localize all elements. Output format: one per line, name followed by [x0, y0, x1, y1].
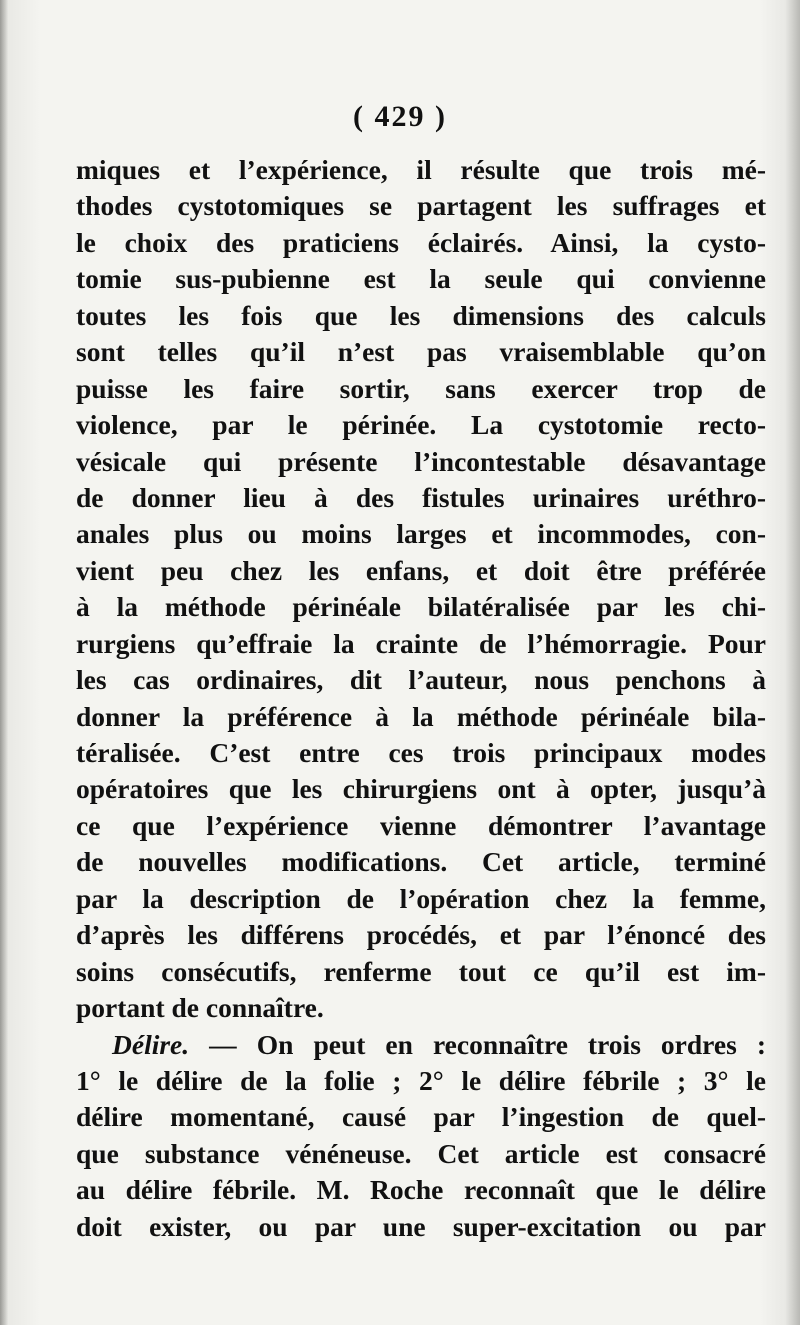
text-line: toutes les fois que les dimensions des calculs [76, 299, 766, 331]
text-line: 1° le délire de la folie ; 2° le délire fébrile ; 3° le [76, 1064, 766, 1096]
text-line: que substance vénéneuse. Cet article est consacré [76, 1137, 766, 1169]
page-right-edge [786, 0, 800, 1325]
text-line: miques et l’expérience, il résulte que trois mé- [76, 154, 766, 185]
text-line: rurgiens qu’effraie la crainte de l’hémorragie. Pour [76, 627, 766, 659]
page-left-edge [0, 0, 8, 1325]
body-text [76, 152, 766, 1245]
page-number: ( 429 ) [353, 100, 447, 133]
text-line: violence, par le périnée. La cystotomie recto- [76, 409, 766, 441]
delire-first-line: — On peut en reconnaître trois ordres : [189, 1028, 766, 1060]
text-line: sont telles qu’il n’est pas vraisemblable qu’on [76, 336, 766, 368]
text-line: tomie sus-pubienne est la seule qui convienne [76, 263, 766, 295]
text-line: d’après les différens procédés, et par l’énoncé des [76, 919, 766, 951]
text-line: soins consécutifs, renferme tout ce qu’il est im- [76, 955, 766, 987]
text-line: anales plus ou moins larges et incommodes, con- [76, 518, 766, 550]
text-line: par la description de l’opération chez la femme, [76, 882, 766, 914]
text-line: ce que l’expérience vienne démontrer l’avantage [76, 809, 766, 841]
text-line: délire momentané, causé par l’ingestion de quel- [76, 1101, 766, 1133]
text-line: doit exister, ou par une super-excitation ou par [76, 1210, 766, 1242]
text-line: vient peu chez les enfans, et doit être préférée [76, 554, 766, 586]
text-line: à la méthode périnéale bilatéralisée par les chi- [76, 591, 766, 623]
text-line: de donner lieu à des fistules urinaires uréthro- [76, 481, 766, 513]
text-line: le choix des praticiens éclairés. Ainsi, la cysto- [76, 226, 766, 258]
text-line: thodes cystotomiques se partagent les suffrages et [76, 190, 766, 222]
text-line: donner la préférence à la méthode périnéale bila- [76, 700, 766, 732]
delire-heading: Délire. [112, 1028, 190, 1060]
text-line: puisse les faire sortir, sans exercer trop de [76, 372, 766, 404]
delire-paragraph-start [76, 1027, 766, 1063]
text-line: vésicale qui présente l’incontestable désavantage [76, 445, 766, 477]
text-line: téralisée. C’est entre ces trois principaux modes [76, 737, 766, 768]
text-line: de nouvelles modifications. Cet article, terminé [76, 846, 766, 878]
text-line: portant de connaître. [76, 992, 324, 1024]
text-line: opératoires que les chirurgiens ont à opter, jusqu’à [76, 773, 766, 805]
text-line: au délire fébrile. M. Roche reconnaît que le délire [76, 1174, 766, 1206]
text-line: les cas ordinaires, dit l’auteur, nous penchons à [76, 664, 766, 696]
